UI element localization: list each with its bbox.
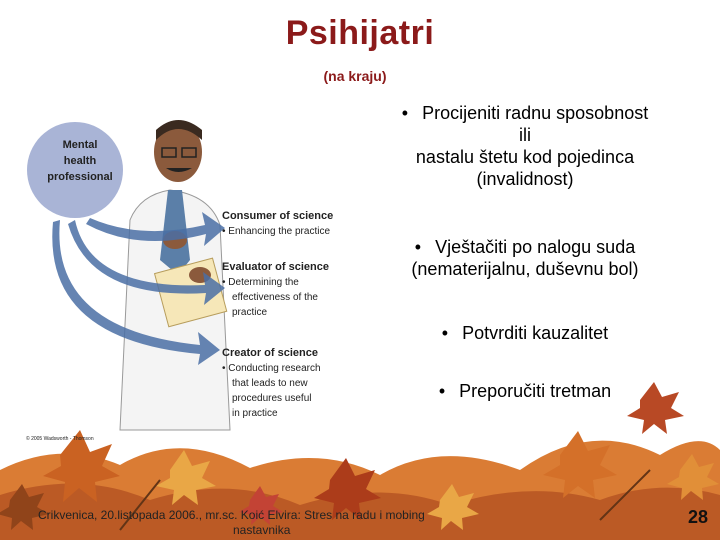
role-creator-line-4: in practice bbox=[232, 408, 278, 419]
role-creator-line-3: procedures useful bbox=[232, 393, 312, 404]
doctor-illustration bbox=[120, 120, 230, 430]
bullet-dot: • bbox=[438, 381, 446, 401]
slide-subtitle: (na kraju) bbox=[323, 68, 387, 84]
bullet-1-line-1: Procijeniti radnu sposobnost bbox=[422, 103, 649, 123]
circle-label-line-1: Mental bbox=[62, 139, 98, 151]
role-consumer-title: Consumer of science bbox=[222, 210, 334, 222]
bullet-causality bbox=[400, 322, 650, 344]
bullet-court-expertise bbox=[370, 236, 680, 280]
role-creator-line-2: that leads to new bbox=[232, 378, 308, 389]
role-evaluator-line-3: practice bbox=[232, 307, 268, 318]
circle-label-line-3: professional bbox=[47, 171, 113, 183]
footer-line-2: nastavnika bbox=[233, 523, 291, 537]
slide-footer bbox=[38, 508, 508, 538]
bullet-1-line-2: ili bbox=[519, 125, 531, 145]
bullet-1-line-3: nastalu štetu kod pojedinca bbox=[415, 147, 635, 167]
bullet-3-line-1: Potvrditi kauzalitet bbox=[462, 323, 609, 343]
bullet-dot: • bbox=[414, 237, 422, 257]
role-creator-line-1: • Conducting research bbox=[222, 363, 321, 374]
bullet-work-capacity bbox=[360, 102, 690, 190]
bullet-dot: • bbox=[401, 103, 409, 123]
role-consumer-line: • Enhancing the practice bbox=[222, 226, 331, 237]
role-evaluator-line-1: • Determining the bbox=[222, 277, 299, 288]
role-creator-title: Creator of science bbox=[222, 347, 318, 359]
circle-label-line-2: health bbox=[63, 155, 97, 167]
bullet-1-line-4: (invalidnost) bbox=[476, 169, 574, 189]
bullet-2-line-2: (nematerijalnu, duševnu bol) bbox=[411, 259, 639, 279]
bullet-treatment bbox=[395, 380, 655, 402]
professional-circle bbox=[27, 122, 123, 218]
role-evaluator-title: Evaluator of science bbox=[222, 261, 329, 273]
role-evaluator-line-2: effectiveness of the bbox=[232, 292, 318, 303]
bullet-dot: • bbox=[441, 323, 449, 343]
bullet-4-line-1: Preporučiti tretman bbox=[459, 381, 612, 401]
footer-line-1: Crikvenica, 20.listopada 2006., mr.sc. Koić Elvira: Stres na radu i mobing bbox=[38, 508, 425, 522]
page-number: 28 bbox=[688, 507, 709, 527]
bullet-2-line-1: Vještačiti po nalogu suda bbox=[435, 237, 636, 257]
figure-copyright: © 2005 Wadsworth - Thomson bbox=[26, 436, 94, 442]
slide-title: Psihijatri bbox=[285, 14, 435, 52]
mental-health-professional-figure bbox=[20, 100, 360, 450]
